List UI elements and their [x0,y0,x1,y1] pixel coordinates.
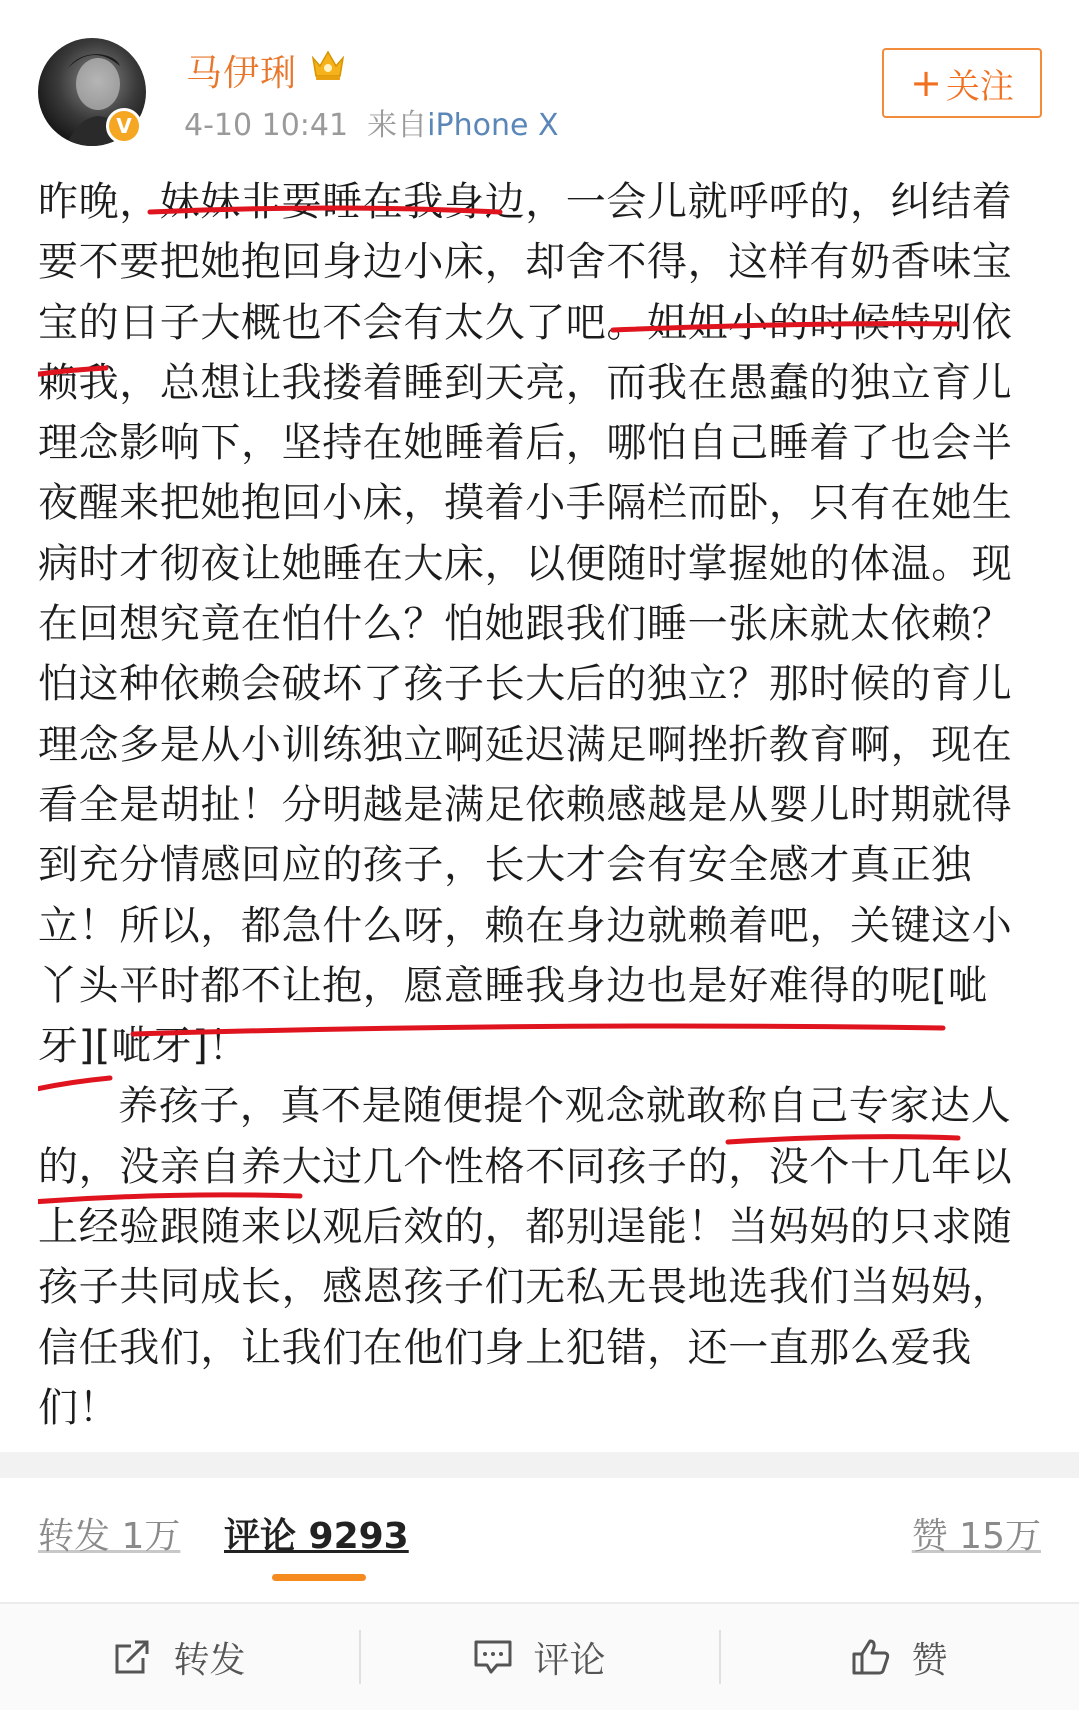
username[interactable]: 马伊琍 [186,53,298,94]
stats-tabs [0,1478,1079,1602]
post-paragraph-1: 昨晚，妹妹非要睡在我身边，一会儿就呼呼的，纠结着要不要把她抱回身边小床，却舍不得，这样有奶香味宝宝的日子大概也不会有太久了吧。姐姐小的时候特别依赖我，总想让我搂着睡到天亮，而我在愚蠢的独立育儿理念影响下，坚持在她睡着后，哪怕自己睡着了也会半夜醒来把她抱回小床，摸着小手隔栏而卧，只有在她生病时才彻夜让她睡在大床，以便随时掌握她的体温。现在回想究竟在怕什么？怕她跟我们睡一张床就太依赖？怕这种依赖会破坏了孩子长大后的独立？那时候的育儿理念多是从小训练独立啊延迟满足啊挫折教育啊，现在看全是胡扯！分明越是满足依赖感越是从婴儿时期就得到充分情感回应的孩子，长大才会有安全感才真正独立！所以，都急什么呀，赖在身边就赖着吧，关键这小丫头平时都不让抱，愿意睡我身边也是好难得的呢[呲牙][呲牙]！ [38,179,1013,1070]
comment-button[interactable] [360,1604,719,1710]
tab-likes[interactable]: 赞 15万 [911,1516,1041,1557]
device-source[interactable]: iPhone X [427,108,559,143]
tab-reposts[interactable]: 转发 1万 [38,1516,181,1557]
like-label: 赞 [911,1639,948,1681]
post-meta [184,100,559,144]
like-button[interactable] [720,1604,1079,1710]
tab-comments[interactable]: 评论 9293 [224,1516,409,1557]
section-divider [0,1452,1079,1478]
timestamp: 4-10 10:41 [184,108,349,143]
thumbs-up-icon [851,1638,891,1676]
repost-label: 转发 [173,1639,246,1681]
source-prefix: 来自 [367,108,428,143]
post-paragraph-2: 养孩子，真不是随便提个观念就敢称自己专家达人的，没亲自养大过几个性格不同孩子的，没个十几年以上经验跟随来以观后效的，都别逞能！当妈妈的只求随孩子共同成长，感恩孩子们无私无畏地选我们当妈妈，信任我们，让我们在他们身上犯错，还一直那么爱我们！ [38,1083,1013,1431]
follow-button[interactable] [882,48,1042,118]
verified-badge-icon: V [106,108,142,144]
post-header [0,0,1079,150]
comment-icon [473,1638,513,1676]
follow-label: 关注 [945,66,1014,107]
vip-crown-icon[interactable] [310,48,346,82]
comment-label: 评论 [533,1639,606,1681]
share-icon [113,1638,153,1676]
action-bar [0,1604,1079,1710]
repost-button[interactable] [0,1604,359,1710]
plus-icon: + [910,61,942,105]
active-tab-indicator [272,1574,366,1581]
post-body [38,172,1040,1438]
